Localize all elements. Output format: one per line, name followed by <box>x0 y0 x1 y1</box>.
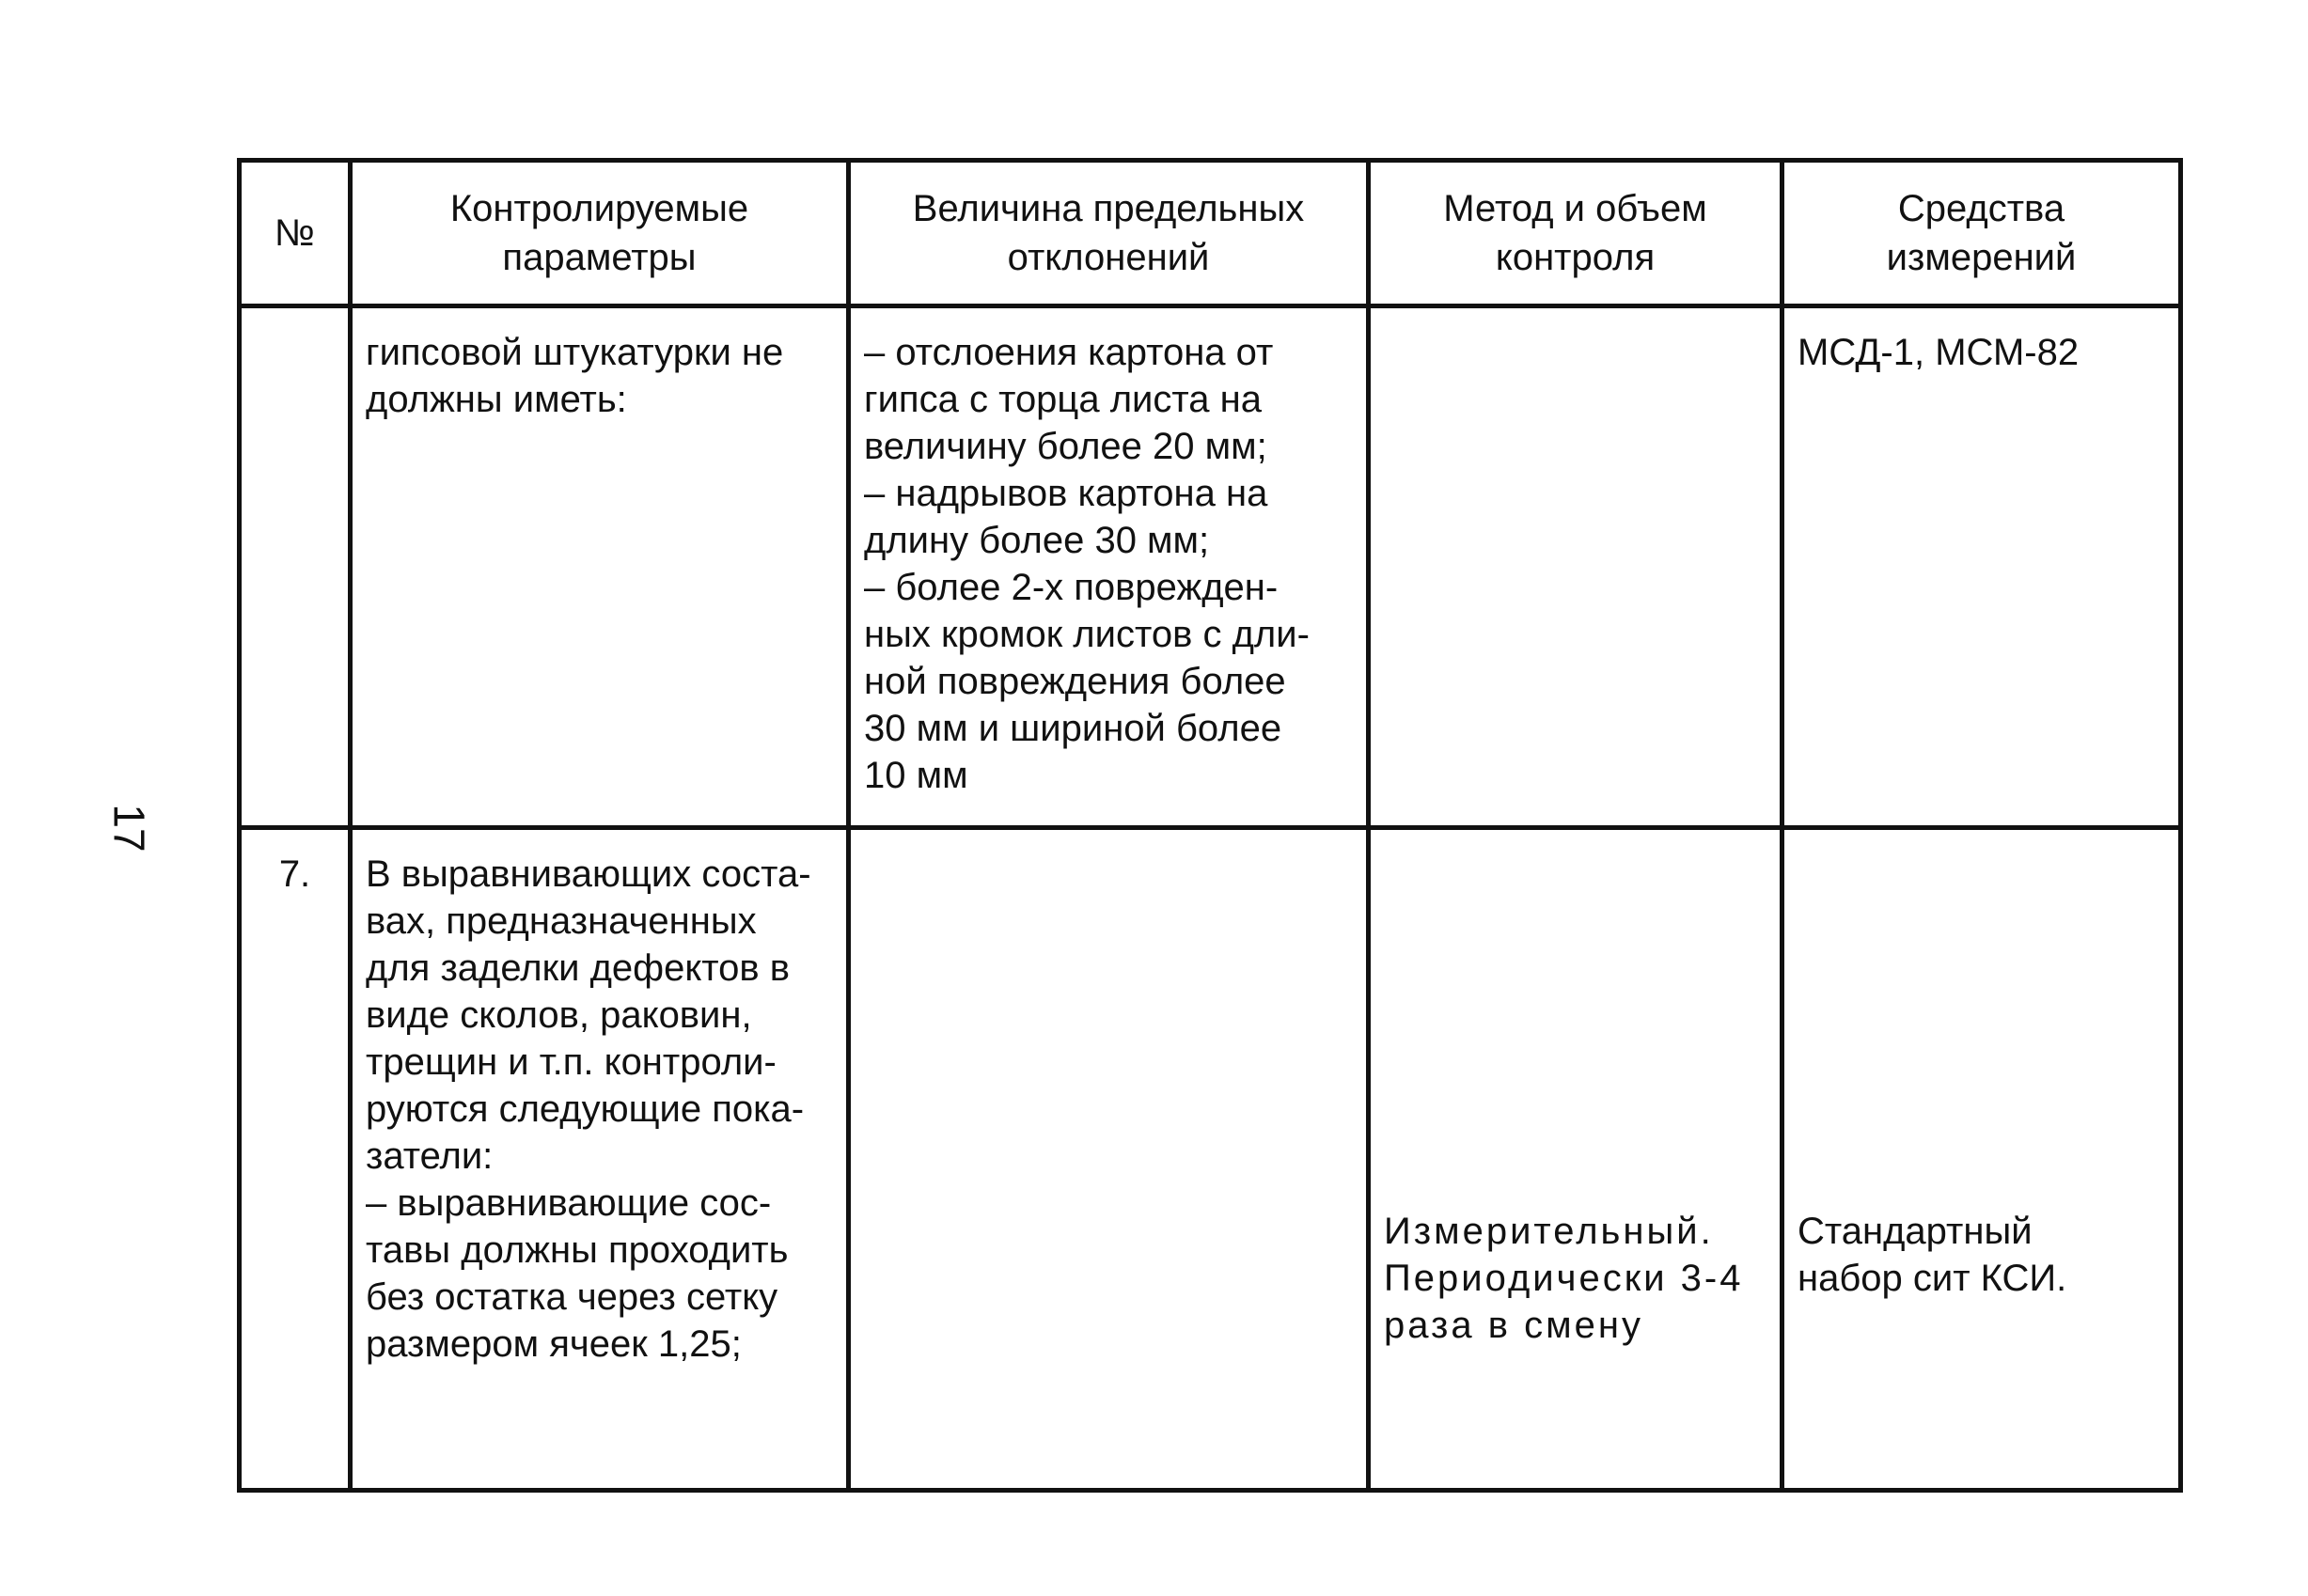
header-deviations: Величина предельных отклонений <box>849 161 1369 306</box>
row-method <box>1369 306 1782 828</box>
header-num: № <box>240 161 351 306</box>
row-parameters: гипсовой штукатурки не должны иметь: <box>351 306 849 828</box>
header-instruments: Средства измерений <box>1782 161 2181 306</box>
table-row <box>240 306 2181 828</box>
row-deviations: – отслоения картона от гипса с торца листа на величину более 20 мм; – надрывов картона на длину более 30 мм; – более 2-х поврежден- ных кромок листов с дли- ной повреждения более 30 мм и шириной более 10 мм <box>849 306 1369 828</box>
table-row <box>240 828 2181 1491</box>
header-method: Метод и объем контроля <box>1369 161 1782 306</box>
table-header-row <box>240 161 2181 306</box>
row-deviations <box>849 828 1369 1491</box>
row-method: Измерительный. Периодически 3-4 раза в смену <box>1384 1211 1744 1346</box>
row-instruments-cell <box>1782 828 2181 1491</box>
row-num: 7. <box>240 828 351 1491</box>
row-instruments: Стандартный набор сит КСИ. <box>1798 1211 2067 1299</box>
control-parameters-table <box>237 158 2183 1493</box>
header-parameters: Контролируемые параметры <box>351 161 849 306</box>
row-method-cell <box>1369 828 1782 1491</box>
row-num <box>240 306 351 828</box>
spacer <box>1798 851 2165 1208</box>
page-number: 17 <box>104 804 154 853</box>
row-instruments: МСД-1, МСМ-82 <box>1782 306 2181 828</box>
spacer <box>1384 851 1766 1208</box>
row-parameters: В выравнивающих соста- вах, предназначенных для заделки дефектов в виде сколов, раковин, трещин и т.п. контроли- руются следующие пока- затели: – выравнивающие сос- тавы должны проходить без остатка через сетку размером ячеек 1,25; <box>351 828 849 1491</box>
